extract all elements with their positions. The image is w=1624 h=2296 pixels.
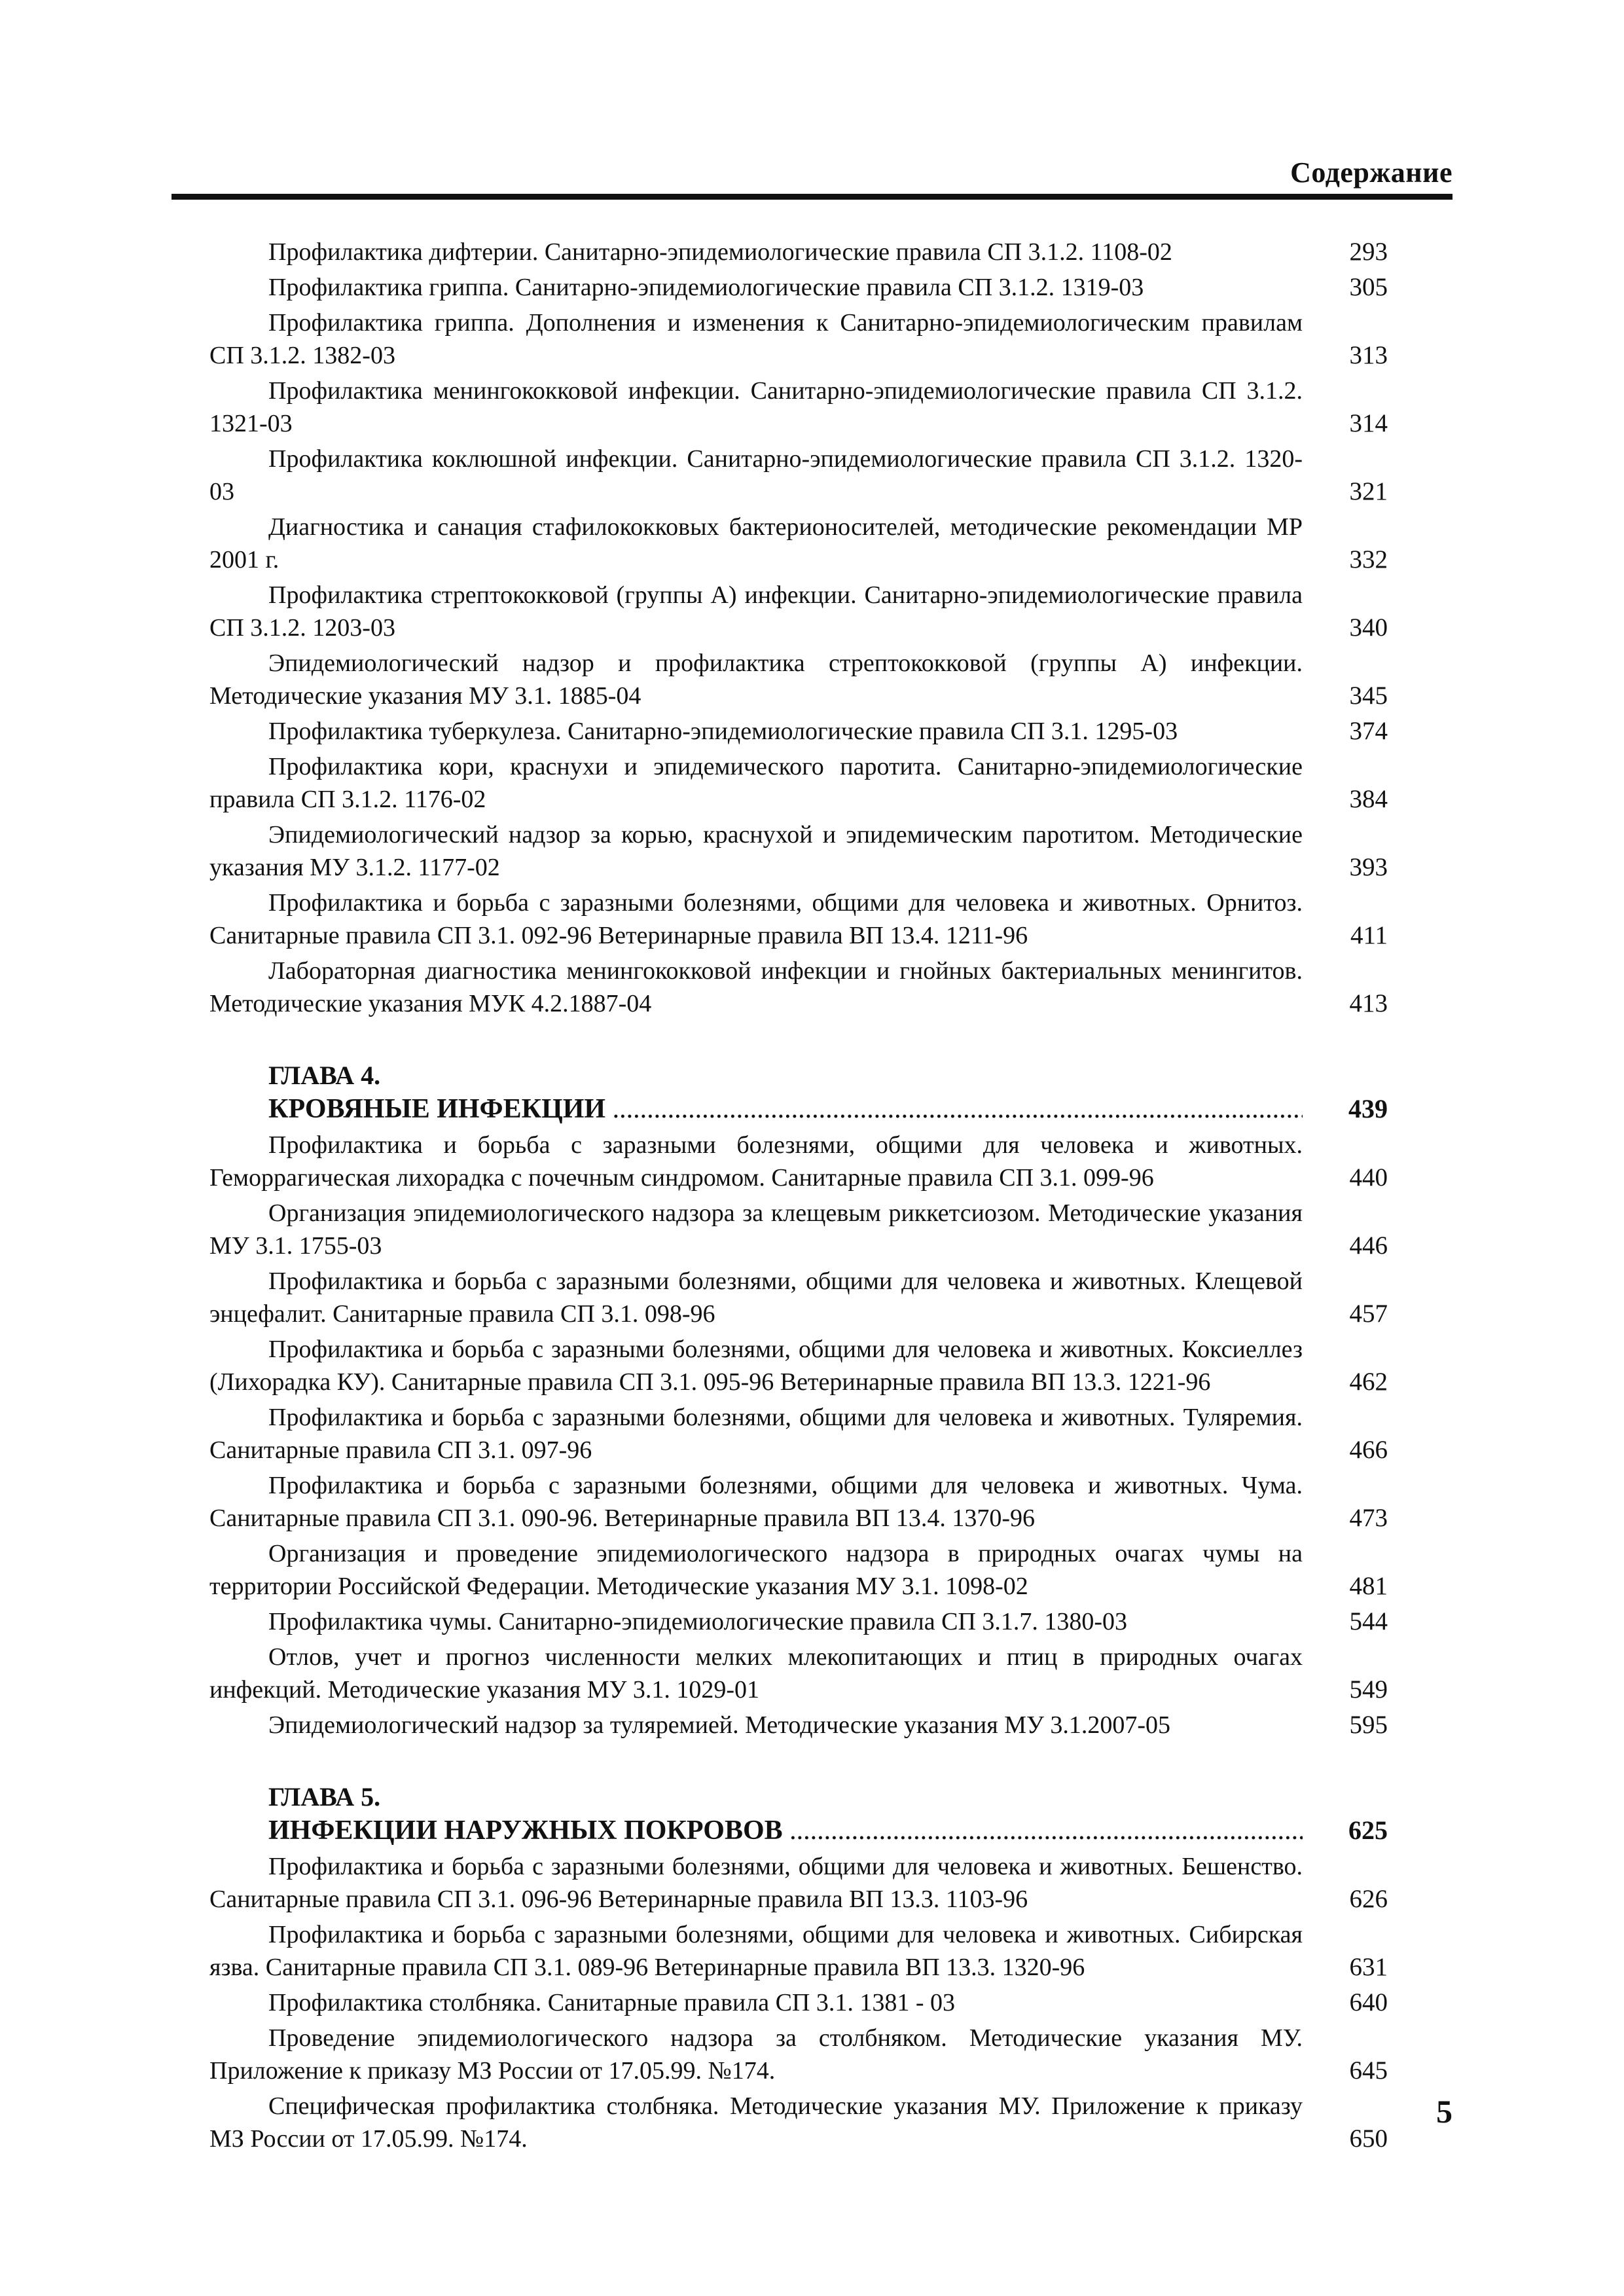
- dot-leader: [605, 1094, 1303, 1124]
- toc-entry-title: Профилактика и борьба с заразными болезнями, общими для человека и животных. Чума. Санитарные правила СП 3.1. 090-96. Ветеринарные правила ВП 13.4. 1370-96: [209, 1472, 1303, 1532]
- toc-entry-title: Профилактика дифтерии. Санитарно-эпидемиологические правила СП 3.1.2. 1108-02: [268, 238, 1172, 266]
- toc-entry[interactable]: [209, 1197, 1388, 1262]
- toc-entry-page: 473: [1349, 1504, 1388, 1532]
- toc-entry-title: Профилактика менингококковой инфекции. Санитарно-эпидемиологические правила СП 3.1.2. 1321-03: [209, 377, 1303, 437]
- toc-section: [209, 1059, 1388, 1741]
- chapter-title: [209, 1813, 1303, 1848]
- toc-entry[interactable]: [209, 306, 1388, 372]
- toc-entry-title: Эпидемиологический надзор за туляремией. Методические указания МУ 3.1.2007-05: [268, 1711, 1171, 1739]
- toc-entry[interactable]: [209, 1918, 1388, 1984]
- toc-entry-page: 544: [1349, 1607, 1388, 1635]
- toc-entry-page: 321: [1349, 477, 1388, 505]
- toc-entry-title: Профилактика столбняка. Санитарные правила СП 3.1. 1381 - 03: [268, 1989, 956, 2016]
- chapter-number: ГЛАВА 4.: [268, 1061, 381, 1090]
- toc-entry[interactable]: [209, 1469, 1388, 1535]
- toc-entry-page: 293: [1349, 238, 1388, 266]
- toc-entry[interactable]: [209, 1605, 1388, 1638]
- toc-entry[interactable]: [209, 1641, 1388, 1706]
- chapter-title-row[interactable]: [209, 1813, 1388, 1848]
- toc-section: [209, 236, 1388, 1020]
- toc-entry-page: 313: [1349, 341, 1388, 369]
- toc-entry-page: 645: [1349, 2056, 1388, 2085]
- toc-entry[interactable]: [209, 374, 1388, 440]
- toc-entry[interactable]: [209, 1265, 1388, 1330]
- table-of-contents: [209, 236, 1388, 2158]
- toc-entry-page: 332: [1349, 545, 1388, 574]
- toc-entry[interactable]: [209, 647, 1388, 712]
- toc-entry-page: 340: [1349, 613, 1388, 642]
- toc-entry[interactable]: [209, 1401, 1388, 1467]
- toc-entry-title: Профилактика туберкулеза. Санитарно-эпидемиологические правила СП 3.1. 1295-03: [268, 718, 1178, 745]
- toc-entry-title: Профилактика и борьба с заразными болезнями, общими для человека и животных. Геморрагическая лихорадка с почечным синдромом. Санитарные правила СП 3.1. 099-96: [209, 1131, 1303, 1192]
- toc-entry[interactable]: [209, 511, 1388, 576]
- toc-entry-title: Профилактика чумы. Санитарно-эпидемиологические правила СП 3.1.7. 1380-03: [268, 1608, 1128, 1635]
- toc-entry-page: 466: [1349, 1436, 1388, 1464]
- toc-entry-page: 631: [1349, 1953, 1388, 1981]
- toc-entry[interactable]: [209, 2022, 1388, 2087]
- toc-entry-page: 481: [1349, 1572, 1388, 1600]
- toc-entry-page: 626: [1349, 1885, 1388, 1913]
- toc-entry[interactable]: [209, 1986, 1388, 2019]
- toc-entry-page: 595: [1349, 1711, 1388, 1739]
- toc-entry[interactable]: [209, 443, 1388, 508]
- toc-entry[interactable]: [209, 715, 1388, 748]
- toc-entry-title: Профилактика и борьба с заразными болезнями, общими для человека и животных. Сибирская язва. Санитарные правила СП 3.1. 089-96 Ветеринарные правила ВП 13.3. 1320-96: [209, 1921, 1303, 1981]
- header-rule: [171, 194, 1453, 200]
- chapter-heading: [209, 1059, 1388, 1126]
- toc-entry-title: Профилактика гриппа. Санитарно-эпидемиологические правила СП 3.1.2. 1319-03: [268, 274, 1144, 301]
- chapter-page-number: 439: [1348, 1094, 1388, 1123]
- chapter-title-text: КРОВЯНЫЕ ИНФЕКЦИИ: [268, 1094, 606, 1124]
- toc-entry[interactable]: [209, 271, 1388, 304]
- page-number: 5: [1436, 2093, 1453, 2130]
- toc-entry-title: Специфическая профилактика столбняка. Методические указания МУ. Приложение к приказу МЗ России от 17.05.99. №174.: [209, 2092, 1303, 2153]
- toc-entry-title: Профилактика и борьба с заразными болезнями, общими для человека и животных. Бешенство. Санитарные правила СП 3.1. 096-96 Ветеринарные правила ВП 13.3. 1103-96: [209, 1853, 1303, 1913]
- toc-entry-page: 650: [1349, 2124, 1388, 2153]
- toc-entry[interactable]: [209, 955, 1388, 1020]
- chapter-page-number: 625: [1348, 1815, 1388, 1845]
- toc-section: [209, 1781, 1388, 2155]
- chapter-title-text: ИНФЕКЦИИ НАРУЖНЫХ ПОКРОВОВ: [268, 1815, 783, 1846]
- toc-entry[interactable]: [209, 2090, 1388, 2155]
- toc-entry[interactable]: [209, 1537, 1388, 1603]
- toc-entry-title: Профилактика гриппа. Дополнения и изменения к Санитарно-эпидемиологическим правилам СП 3.1.2. 1382-03: [209, 309, 1303, 369]
- toc-entry-page: 374: [1349, 717, 1388, 745]
- toc-entry-page: 345: [1349, 682, 1388, 710]
- toc-entry-page: 413: [1349, 989, 1388, 1017]
- toc-entry-page: 549: [1349, 1675, 1388, 1704]
- toc-entry-title: Отлов, учет и прогноз численности мелких млекопитающих и птиц в природных очагах инфекций. Методические указания МУ 3.1. 1029-01: [209, 1643, 1303, 1704]
- toc-entry-title: Профилактика и борьба с заразными болезнями, общими для человека и животных. Клещевой энцефалит. Санитарные правила СП 3.1. 098-96: [209, 1267, 1303, 1328]
- toc-entry-page: 411: [1350, 921, 1388, 949]
- toc-entry[interactable]: [209, 750, 1388, 816]
- toc-entry[interactable]: [209, 579, 1388, 644]
- toc-entry[interactable]: [209, 818, 1388, 884]
- toc-entry-title: Эпидемиологический надзор и профилактика стрептококковой (группы А) инфекции. Методические указания МУ 3.1. 1885-04: [209, 649, 1303, 710]
- toc-entry-title: Профилактика и борьба с заразными болезнями, общими для человека и животных. Орнитоз. Санитарные правила СП 3.1. 092-96 Ветеринарные правила ВП 13.4. 1211-96: [209, 889, 1303, 949]
- toc-entry-title: Лабораторная диагностика менингококковой инфекции и гнойных бактериальных менингитов. Методические указания МУК 4.2.1887-04: [209, 957, 1303, 1017]
- toc-entry[interactable]: [209, 236, 1388, 268]
- toc-entry-page: 457: [1349, 1300, 1388, 1328]
- chapter-title-row[interactable]: [209, 1092, 1388, 1126]
- toc-entry-title: Профилактика и борьба с заразными болезнями, общими для человека и животных. Коксиеллез (Лихорадка КУ). Санитарные правила СП 3.1. 095-96 Ветеринарные правила ВП 13.3. 1221-96: [209, 1336, 1303, 1396]
- toc-entry-title: Профилактика и борьба с заразными болезнями, общими для человека и животных. Туляремия. Санитарные правила СП 3.1. 097-96: [209, 1404, 1303, 1464]
- toc-entry-title: Профилактика коклюшной инфекции. Санитарно-эпидемиологические правила СП 3.1.2. 1320-03: [209, 445, 1303, 505]
- toc-entry[interactable]: [209, 1850, 1388, 1916]
- toc-entry-title: Организация и проведение эпидемиологического надзора в природных очагах чумы на территории Российской Федерации. Методические указания МУ 3.1. 1098-02: [209, 1540, 1303, 1600]
- chapter-heading: [209, 1781, 1388, 1848]
- toc-entry[interactable]: [209, 1709, 1388, 1741]
- toc-entry-page: 446: [1349, 1231, 1388, 1260]
- toc-entry[interactable]: [209, 1129, 1388, 1194]
- toc-entry-page: 384: [1349, 785, 1388, 813]
- toc-entry-title: Профилактика стрептококковой (группы А) инфекции. Санитарно-эпидемиологические правила СП 3.1.2. 1203-03: [209, 581, 1303, 642]
- toc-entry-title: Эпидемиологический надзор за корью, краснухой и эпидемическим паротитом. Методические указания МУ 3.1.2. 1177-02: [209, 821, 1303, 881]
- toc-entry-title: Диагностика и санация стафилококковых бактерионосителей, методические рекомендации МР 2001 г.: [209, 513, 1303, 574]
- toc-entry-page: 305: [1349, 273, 1388, 301]
- toc-entry[interactable]: [209, 886, 1388, 952]
- toc-entry-title: Профилактика кори, краснухи и эпидемического паротита. Санитарно-эпидемиологические правила СП 3.1.2. 1176-02: [209, 753, 1303, 813]
- chapter-number: ГЛАВА 5.: [268, 1782, 381, 1812]
- running-header-title: Содержание: [1290, 156, 1453, 189]
- toc-entry-title: Организация эпидемиологического надзора за клещевым риккетсиозом. Методические указания МУ 3.1. 1755-03: [209, 1199, 1303, 1260]
- toc-entry-page: 314: [1349, 409, 1388, 437]
- toc-entry-page: 462: [1349, 1368, 1388, 1396]
- toc-entry-page: 393: [1349, 853, 1388, 881]
- toc-entry-title: Проведение эпидемиологического надзора за столбняком. Методические указания МУ. Приложение к приказу МЗ России от 17.05.99. №174.: [209, 2024, 1303, 2085]
- toc-entry-page: 440: [1349, 1163, 1388, 1192]
- toc-entry[interactable]: [209, 1333, 1388, 1398]
- dot-leader: [783, 1815, 1303, 1846]
- chapter-title: [209, 1092, 1303, 1126]
- toc-entry-page: 640: [1349, 1988, 1388, 2016]
